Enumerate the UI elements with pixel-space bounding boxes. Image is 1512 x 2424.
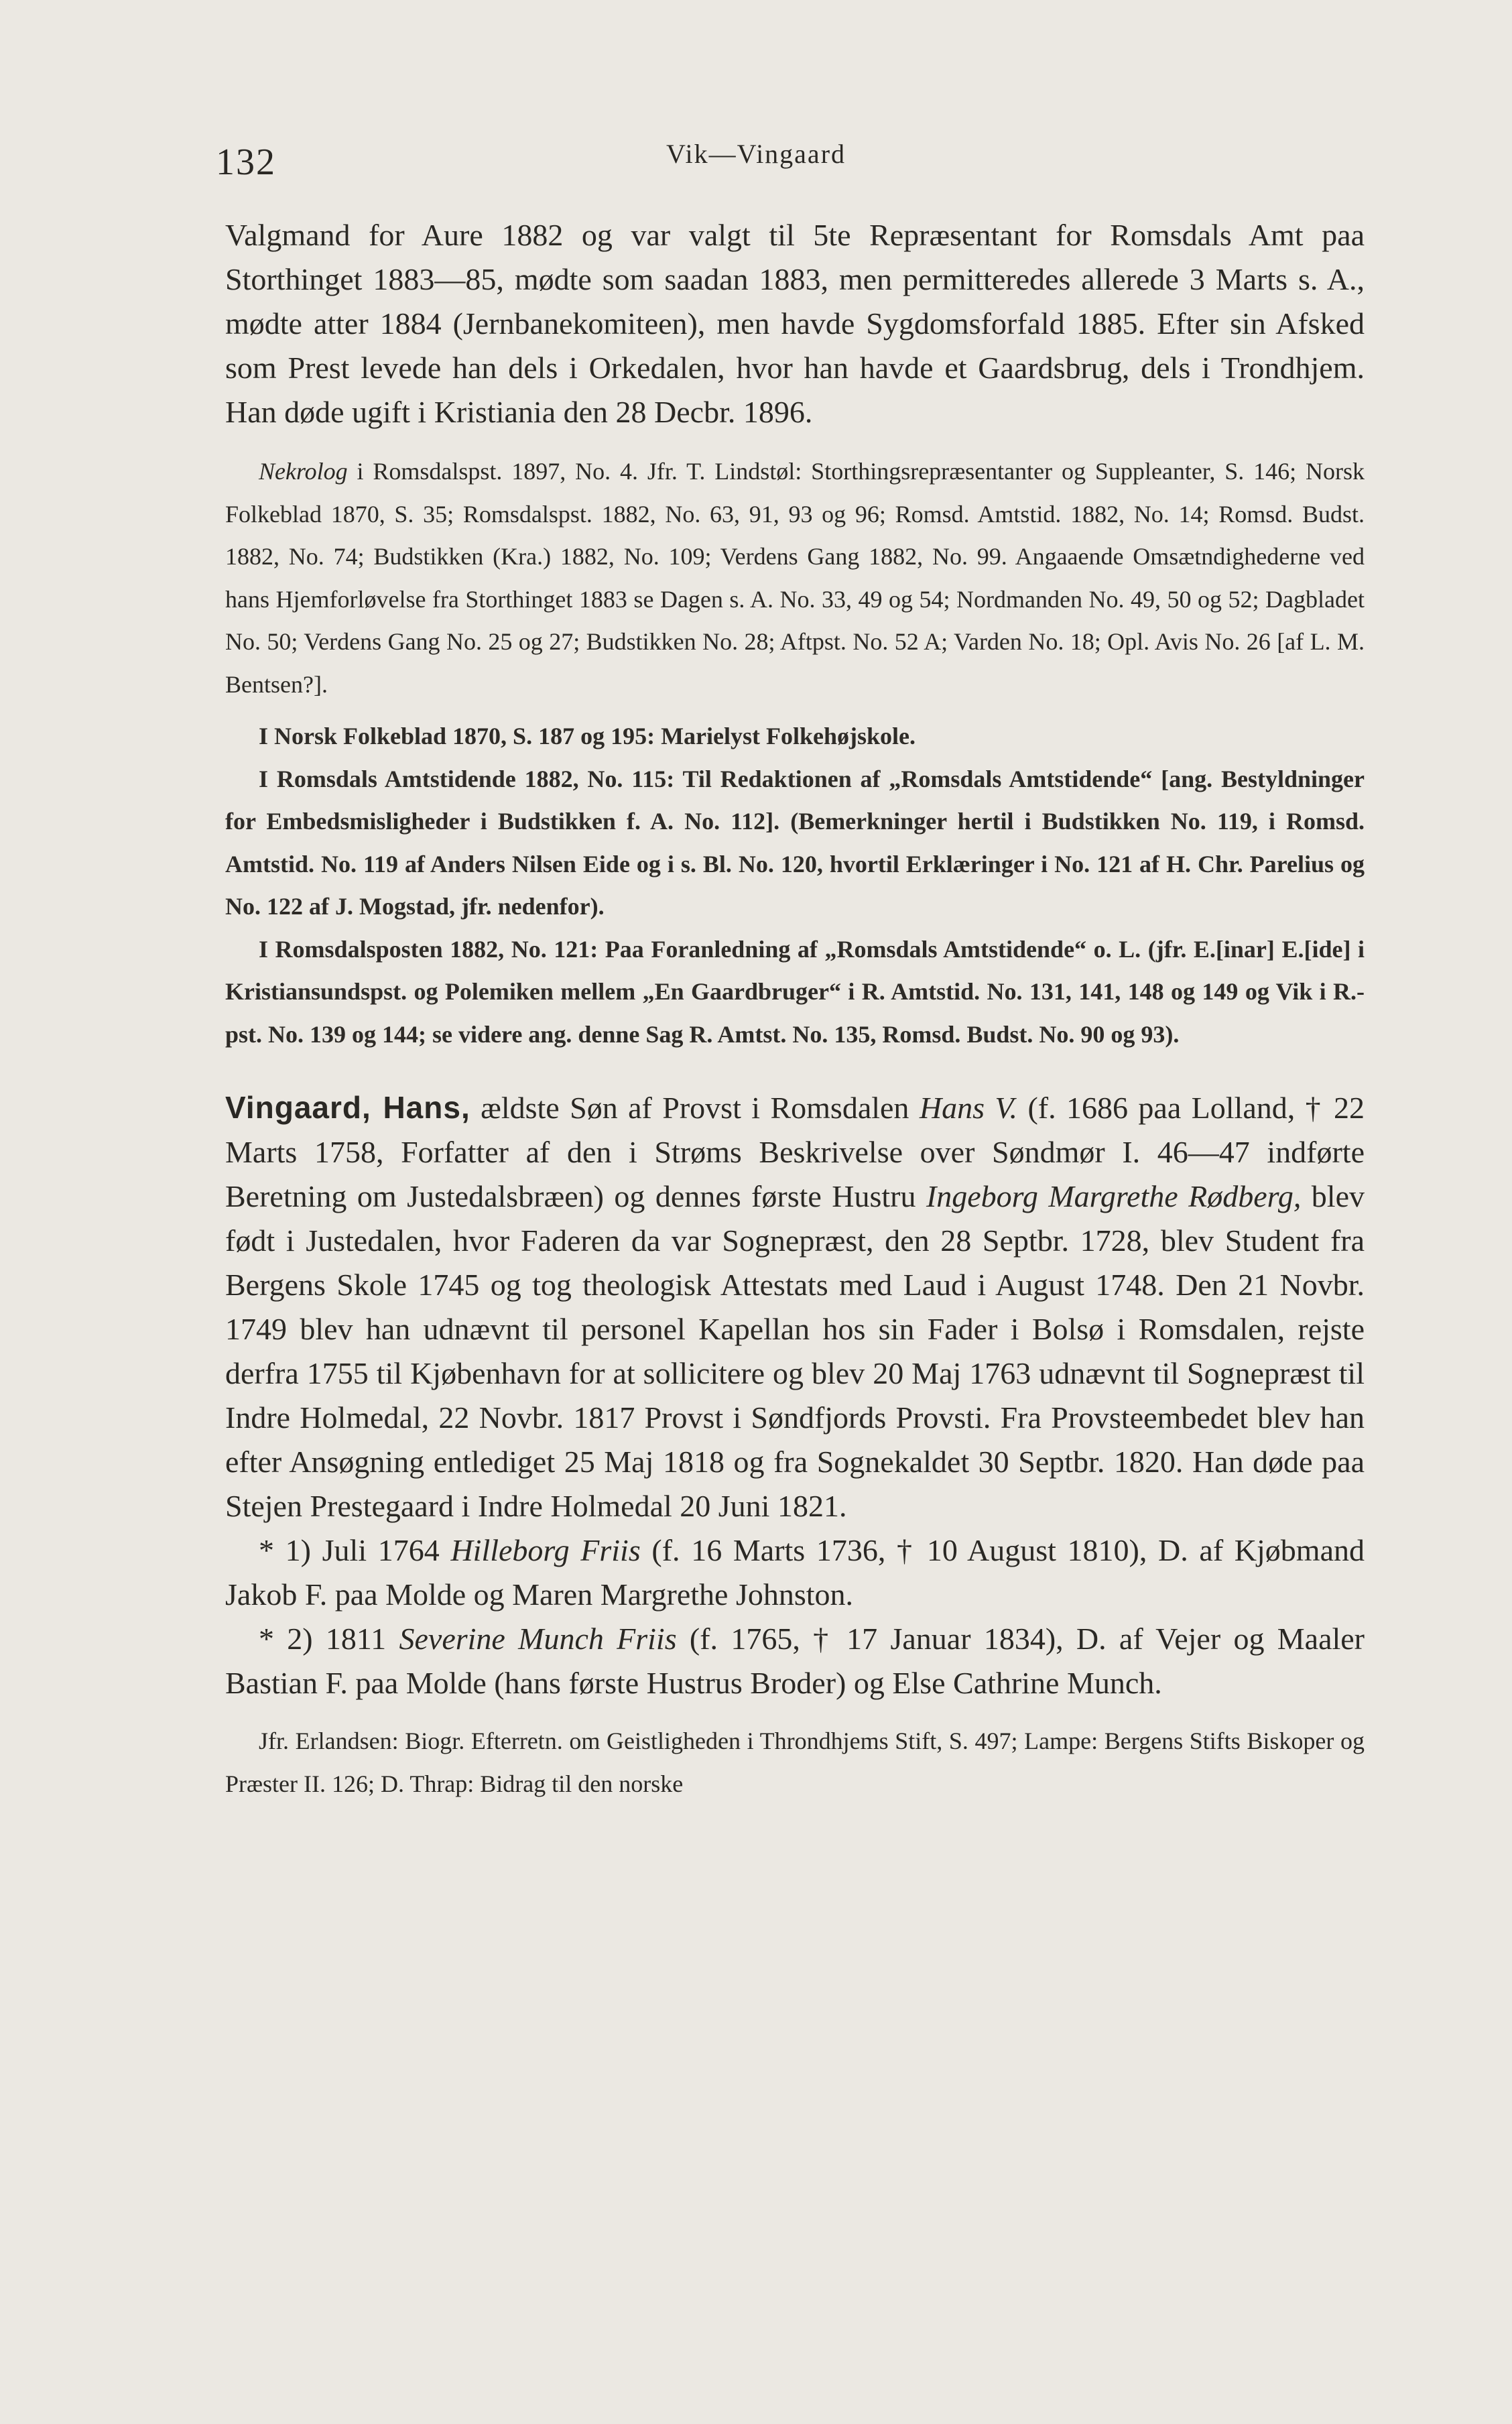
marriage-1-spouse: Hilleborg Friis: [450, 1533, 641, 1567]
fraktur-note-2: I Romsdals Amtstidende 1882, No. 115: Til Redaktionen af „Romsdals Amtstidende“ [ang. Bestyldninger for Embedsmisligheder i Budstikken f. A. No. 112]. (Bemerkninger hertil i Budstikken No. 119, i Romsd. Amtstid. No. 119 af Anders Nilsen Eide og i s. Bl. No. 120, hvortil Erklæringer i No. 121 af H. Chr. Parelius og No. 122 af J. Mogstad, jfr. nedenfor).: [225, 765, 1365, 920]
running-title: Vik—Vingaard: [666, 139, 846, 169]
fraktur-note-3: I Romsdalsposten 1882, No. 121: Paa Foranledning af „Romsdals Amtstidende“ o. L. (jfr. E.[inar] E.[ide] i Kristiansundspst. og Polemiken mellem „En Gaardbruger“ i R. Amtstid. No. 131, 141, 148 og 149 og Vik i R.-pst. No. 139 og 144; se videre ang. denne Sag R. Amtst. No. 135, Romsd. Budst. No. 90 og 93).: [225, 935, 1365, 1048]
marriage-1: [225, 1528, 1365, 1617]
entry-father: Hans V.: [919, 1091, 1018, 1125]
sources-text: i Romsdalspst. 1897, No. 4. Jfr. T. Lindstøl: Storthingsrepræsentanter og Suppleanter, S. 146; Norsk Folkeblad 1870, S. 35; Romsdalspst. 1882, No. 63, 91, 93 og 96; Romsd. Amtstid. 1882, No. 14; Romsd. Budst. 1882, No. 74; Budstikken (Kra.) 1882, No. 109; Verdens Gang 1882, No. 99. Angaaende Omsætndighederne ved hans Hjemforløvelse fra Storthinget 1883 se Dagen s. A. No. 33, 49 og 54; Nordmanden No. 49, 50 og 52; Dagbladet No. 50; Verdens Gang No. 25 og 27; Budstikken No. 28; Aftpst. No. 52 A; Varden No. 18; Opl. Avis No. 26 [af L. M. Bentsen?].: [225, 458, 1365, 698]
marriage-2-prefix: * 2) 1811: [259, 1622, 399, 1656]
sources-label: Nekrolog: [259, 458, 348, 485]
entry-text-2: (f. 1686 paa Lolland, † 22 Marts 1758, Forfatter af den i Strøms Beskrivelse over Søndmør I. 46—47 indførte Beretning om Justedalsbræen) og dennes første Hustru: [225, 1091, 1365, 1213]
final-sources: Jfr. Erlandsen: Biogr. Efterretn. om Geistligheden i Throndhjems Stift, S. 497; Lampe: Bergens Stifts Biskoper og Præster II. 126; D. Thrap: Bidrag til den norske: [225, 1728, 1365, 1797]
entry-mother: Ingeborg Margrethe Rødberg,: [926, 1179, 1302, 1213]
entry-text-1: ældste Søn af Provst i Romsdalen: [470, 1091, 920, 1125]
sources-paragraph: [225, 450, 1365, 706]
entry-text-3: blev født i Justedalen, hvor Faderen da var Sognepræst, den 28 Septbr. 1728, blev Student fra Bergens Skole 1745 og tog theologisk Attestats med Laud i August 1748. Den 21 Novbr. 1749 blev han udnævnt til personel Kapellan hos sin Fader i Bolsø i Romsdalen, rejste derfra 1755 til Kjøbenhavn for at sollicitere og blev 20 Maj 1763 udnævnt til Sognepræst til Indre Holmedal, 22 Novbr. 1817 Provst i Søndfjords Provsti. Fra Provsteembedet blev han efter Ansøgning entlediget 25 Maj 1818 og fra Sognekaldet 30 Septbr. 1820. Han døde paa Stejen Prestegaard i Indre Holmedal 20 Juni 1821.: [225, 1179, 1365, 1523]
intro-paragraph: Valgmand for Aure 1882 og var valgt til 5te Repræsentant for Romsdals Amt paa Storthinget 1883—85, mødte som saadan 1883, men permitteredes allerede 3 Marts s. A., mødte atter 1884 (Jernbanekomiteen), men havde Sygdomsforfald 1885. Efter sin Afsked som Prest levede han dels i Orkedalen, hvor han havde et Gaardsbrug, dels i Trondhjem. Han døde ugift i Kristiania den 28 Decbr. 1896.: [225, 218, 1365, 429]
fraktur-note-1: I Norsk Folkeblad 1870, S. 187 og 195: Marielyst Folkehøjskole.: [259, 723, 916, 749]
entry-paragraph: [225, 1085, 1365, 1528]
marriage-1-prefix: * 1) Juli 1764: [259, 1533, 451, 1567]
page-body: [225, 213, 1365, 1805]
page-number: 132: [216, 141, 276, 183]
marriage-2-rest: (f. 1765, † 17 Januar 1834), D. af Vejer og Maaler Bastian F. paa Molde (hans første Hustrus Broder) og Else Cathrine Munch.: [225, 1622, 1365, 1700]
marriage-1-rest: (f. 16 Marts 1736, † 10 August 1810), D. af Kjøbmand Jakob F. paa Molde og Maren Margrethe Johnston.: [225, 1533, 1365, 1612]
marriage-2-spouse: Severine Munch Friis: [399, 1622, 677, 1656]
marriage-2: [225, 1617, 1365, 1705]
entry-name: Vingaard, Hans,: [225, 1090, 470, 1125]
